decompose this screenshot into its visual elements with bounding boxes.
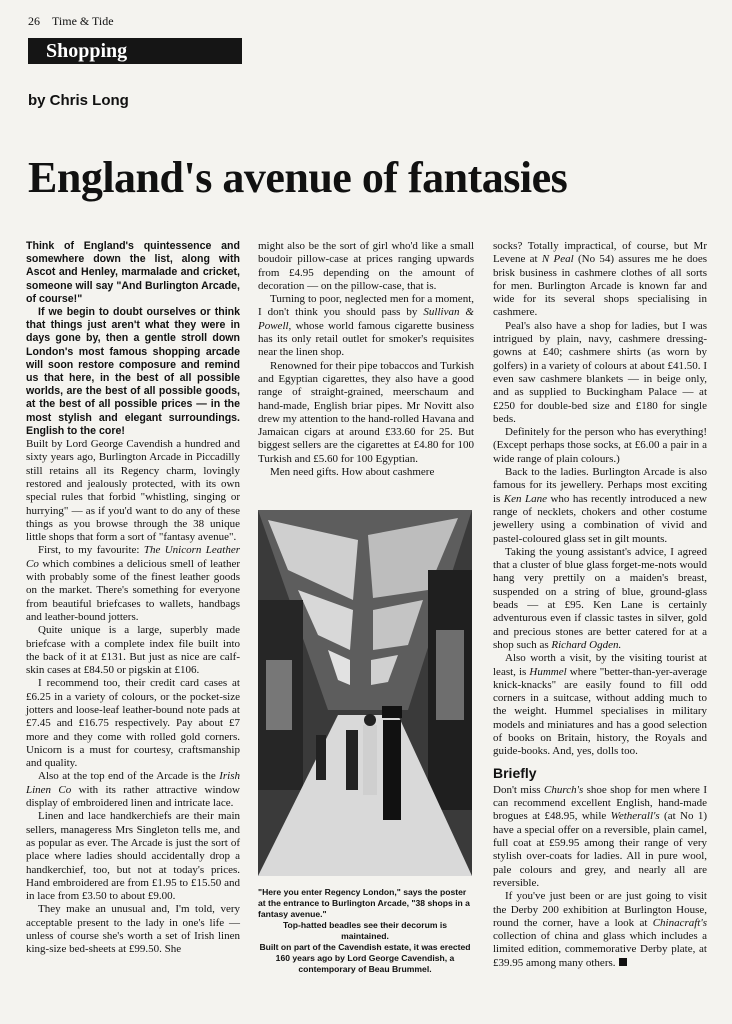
body-paragraph: might also be the sort of girl who'd like a small boudoir pillow-case at prices ranging upwards from £4.95 depending on the amount of decoration — on the pillow-case, that is. — [258, 240, 474, 292]
arcade-photo-illustration — [258, 510, 472, 876]
body-paragraph: Renowned for their pipe tobaccos and Turkish and Egyptian cigarettes, they also have a good range of straight-grained, meerschaum and hand-made, English briar pipes. Mr Novitt also drew my attention to the hand-rolled Havana and Jamaican cigars at around £33.60 for 25. But biggest sellers are the cigarettes at £4.80 for 100 Turkish and £5.60 for 100 Egyptian. — [258, 359, 474, 465]
shop-name: Wetherall's — [610, 810, 660, 823]
shop-name: Sullivan & Powell, — [258, 306, 474, 332]
body-paragraph: Built by Lord George Cavendish a hundred and sixty years ago, Burlington Arcade in Piccadilly still retains all its Regency charm, lovingly restored and jealously protected, with its own special rules that forbid "whistling, singing or hurrying" — as if you'd want to do any of these things as you browse through the 38 unique little shops that form a sort of "fantasy avenue". — [26, 438, 240, 544]
article-column-2 — [258, 240, 474, 479]
section-banner — [28, 38, 242, 64]
end-mark-icon — [619, 958, 627, 966]
shop-name: Church's — [544, 783, 584, 796]
body-paragraph: Linen and lace handkerchiefs are their main sellers, manageress Mrs Singleton tells me, and as popular as ever. The Arcade is just the sort of place where ladies should accidentally drop a handkerchief, too, but not at today's prices. Hand embroidered are from £1.95 to £15.50 and in lace from £3.50 to about £9.00. — [26, 810, 240, 903]
shop-name: N Peal — [541, 253, 574, 266]
byline: by Chris Long — [28, 92, 129, 109]
body-paragraph: Don't miss Church's shoe shop for men where I can recommend excellent English, hand-made brogues at £48.95, while Wetherall's (at No 1) have a special offer on a reversible, plain camel, full coat at £59.95 among their range of very stylish over-coats for ladies. All in pure wool, pale colours and grey, and nearly all are reversible. — [493, 783, 707, 889]
caption-line: "Here you enter Regency London," says the poster at the entrance to Burlington Arcade, "38 shops in a fantasy avenue." — [258, 887, 470, 919]
body-paragraph: Also worth a visit, by the visiting tourist at least, is Hummel where "better-than-yer-average knick-knacks" are easily found to fill odd corners in a suitcase, without adding much to the weight. Hummel specialises in military models and miniatures and has a good selection of books on Britain, history, the Royals and guide-books. And, yes, dolls too. — [493, 652, 707, 758]
body-paragraph: Also at the top end of the Arcade is the Irish Linen Co with its rather attractive window display of embroidered linen and intricate lace. — [26, 770, 240, 810]
page-number: 26 — [28, 14, 40, 28]
shop-name: Ken Lane — [503, 492, 547, 505]
lead-paragraphs — [26, 240, 240, 438]
arcade-photo — [258, 510, 472, 876]
shop-name: Chinacraft's — [652, 916, 707, 929]
body-paragraph: Back to the ladies. Burlington Arcade is also famous for its jewellery. Perhaps most exciting is Ken Lane who has recently introduced a new range of necklets, chokers and other costume jewellery using a combination of vivid and pastel-coloured glass set in gilt mounts. — [493, 466, 707, 545]
body-paragraph: If you've just been or are just going to visit the Derby 200 exhibition at Burlington House, round the corner, have a look at Chinacraft's collection of china and glass which includes a limited edition, commemorative Derby plate, at £39.95 among many others. — [493, 890, 707, 969]
article-column-1 — [26, 240, 240, 957]
body-paragraph: Definitely for the person who has everything! (Except perhaps those socks, at £6.00 a pair in a wide range of plain colours.) — [493, 426, 707, 465]
body-paragraph: Quite unique is a large, superbly made briefcase with a complete index file built into the back of it at £131. But just as nice are calf-skin cases at £84.50 or pigskin at £106. — [26, 624, 240, 677]
body-paragraph: socks? Totally impractical, of course, but Mr Levene at N Peal (No 54) assures me he does brisk business in cashmere clothes of all sorts for men. Burlington Arcade is known far and wide for its several shops specialising in cashmere. — [493, 240, 707, 319]
caption-line: Built on part of the Cavendish estate, it was erected 160 years ago by Lord George Cavendish, a contemporary of Beau Brummel. — [259, 942, 471, 974]
section-title: Shopping — [46, 40, 128, 62]
article-column-3 — [493, 240, 707, 970]
body-paragraph: Taking the young assistant's advice, I agreed that a cluster of blue glass forget-me-nots would hang very prettily on a maiden's breast, suspended on a string of blue, ground-glass beads — at £95. Ken Lane is certainly adventurous even if classic tastes in silver, gold and precious stones are better catered for at a shop such as Richard Ogden. — [493, 545, 707, 651]
caption-line: Top-hatted beadles see their decorum is maintained. — [282, 920, 448, 941]
briefly-heading: Briefly — [493, 764, 537, 781]
shop-name: Irish Linen Co — [26, 770, 240, 796]
shop-name: Hummel — [529, 665, 567, 678]
body-paragraph: I recommend too, their credit card cases at £6.25 in a variety of colours, or the pocket-size jotters and loose-leaf leather-bound note pads at £7.45 and £16.75 respectively. Pay about £7 more and they come with rolled gold corners. Unicorn is a must for courtesy, craftsmanship and quality. — [26, 677, 240, 770]
photo-caption — [258, 887, 472, 975]
body-paragraph: Peal's also have a shop for ladies, but I was intrigued by plain, navy, cashmere dressing-gowns at £40; cashmere shirts (as worn by golfers) in a variety of colours at about £41.50. I even saw cashmere blankets — in beige only, and as supplied to Buckingham Palace — at £250 for double-bed size and £180 for single beds. — [493, 319, 707, 425]
headline: England's avenue of fantasies — [28, 153, 568, 202]
body-paragraph: Men need gifts. How about cashmere — [270, 466, 435, 479]
lead-paragraph: If we begin to doubt ourselves or think that things just aren't what they were in days gone by, then a gentle stroll down London's most famous shopping arcade will soon restore composure and remind us that here, in the best of all possible worlds, are the best of all possible goods, at the best of all possible prices — in the most stylish and elegant surroundings. English to the core! — [26, 306, 240, 437]
body-paragraph: First, to my favourite: The Unicorn Leather Co which combines a delicious smell of leather with probably some of the finest leather goods on the market. There's something for everyone from beautiful briefcases to wallets, handbags and leather-bound jotters. — [26, 544, 240, 623]
shop-name: Richard Ogden. — [551, 638, 622, 651]
body-paragraph: They make an unusual and, I'm told, very acceptable present to the lady in one's life — unless of course she's worth a set of Irish linen king-size bed-sheets at £99.50. She — [26, 903, 240, 956]
publication-name: Time & Tide — [52, 14, 114, 28]
body-paragraph: Turning to poor, neglected men for a moment, I don't think you should pass by Sullivan & Powell, whose world famous cigarette business has its only retail outlet for smoker's requisites near the linen shop. — [258, 293, 474, 359]
lead-paragraph: Think of England's quintessence and somewhere down the list, along with Ascot and Henley, marmalade and cricket, someone will say "And Burlington Arcade, of course!" — [26, 240, 240, 305]
shop-name: The Unicorn Leather Co — [26, 544, 240, 570]
